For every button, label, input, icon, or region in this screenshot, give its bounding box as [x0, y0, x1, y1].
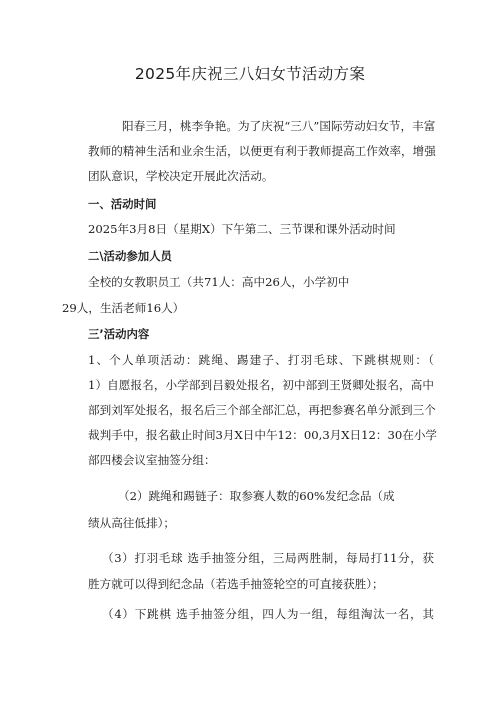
item3-line-1: （3）打羽毛球 选手抽签分组，三局两胜制，每局打11分，获: [102, 551, 434, 565]
section-heading-time: 一、活动时间: [88, 197, 157, 211]
item2-line-2: 绩从高往低排）；: [88, 516, 175, 530]
intro-line-1: 阳春三月，桃李争艳。为了庆祝“三八”国际劳动妇女节，丰富: [122, 119, 436, 133]
participants-line-1: 全校的女教职员工（共71人：高中26人，小学初中: [88, 275, 350, 289]
section-heading-content: 三’活动内容: [88, 327, 150, 341]
item1-line-1: 1、个人单项活动：跳绳、踢建子、打羽毛球、下跳棋规则：（: [88, 353, 434, 367]
item2-line-1: （2）跳绳和踢链子：取参赛人数的60%发纪念品（成: [118, 489, 395, 503]
participants-line-2: 29人，生活老师16人）: [62, 301, 185, 315]
document-title: 2025年庆祝三八妇女节活动方案: [134, 65, 366, 83]
intro-line-2: 教师的精神生活和业余生活，以便更有利于教师提高工作效率，增强: [88, 144, 436, 158]
item1-line-2: 1）自愿报名，小学部到吕毅处报名，初中部到王贤卿处报名，高中: [88, 378, 434, 392]
section-time-text: 2025年3月8日（星期X）下午第二、三节课和课外活动时间: [88, 222, 396, 236]
section-heading-participants: 二\活动参加人员: [88, 249, 172, 263]
intro-line-3: 团队意识，学校决定开展此次活动。: [88, 169, 274, 183]
item4-line-1: （4）下跳棋 选手抽签分组，四人为一组，每组淘汰一名，其: [102, 607, 434, 621]
item1-line-3: 部到刘军处报名，报名后三个部全部汇总，再把参赛名单分派到三个: [88, 403, 436, 417]
item3-line-2: 胜方就可以得到纪念品（若选手抽签轮空的可直接获胜）；: [88, 577, 384, 591]
item1-line-5: 部四楼会议室抽签分组：: [88, 453, 216, 467]
item1-line-4: 裁判手中，报名截止时间3月X日中午12：00,3月X日12：30在小学: [88, 428, 438, 442]
